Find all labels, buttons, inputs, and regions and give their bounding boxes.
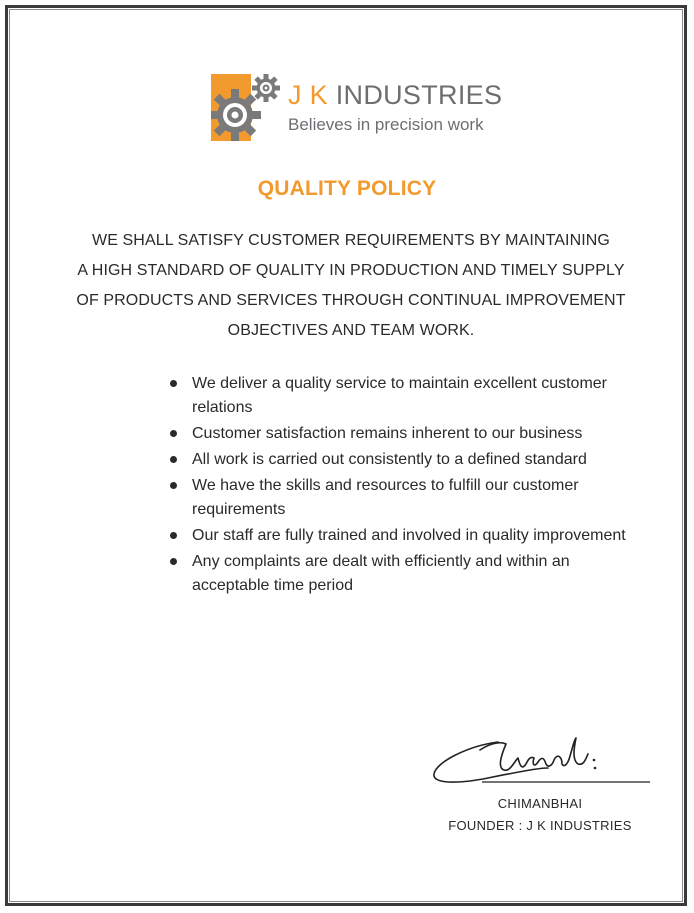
company-name-word: INDUSTRIES [335, 80, 503, 110]
list-item [168, 448, 648, 472]
list-item [168, 422, 648, 446]
list-item-text: We have the skills and resources to fulfill our customer requirements [192, 477, 579, 518]
signatory-title: FOUNDER : J K INDUSTRIES [448, 818, 632, 833]
statement-line: OBJECTIVES AND TEAM WORK. [227, 322, 475, 339]
list-item-text: We deliver a quality service to maintain excellent customer relations [192, 375, 607, 416]
company-tagline: Believes in precision work [288, 115, 484, 134]
list-item-text: Our staff are fully trained and involved in quality improvement [192, 527, 626, 544]
statement-line: WE SHALL SATISFY CUSTOMER REQUIREMENTS BY MAINTAINING [92, 232, 610, 249]
list-item-text: Any complaints are dealt with efficiently and within an acceptable time period [192, 553, 570, 594]
bullet-icon [170, 482, 177, 489]
bullet-icon [170, 380, 177, 387]
list-item [168, 372, 648, 420]
policy-points-list [168, 372, 648, 600]
list-item-text: Customer satisfaction remains inherent to our business [192, 425, 583, 442]
bullet-icon [170, 558, 177, 565]
founder-signature [428, 728, 653, 788]
company-name-initials: J K [288, 80, 328, 110]
statement-line: A HIGH STANDARD OF QUALITY IN PRODUCTION AND TIMELY SUPPLY [77, 262, 625, 279]
bullet-icon [170, 430, 177, 437]
bullet-icon [170, 532, 177, 539]
signatory-name: CHIMANBHAI [497, 796, 583, 811]
company-name [288, 80, 502, 111]
page-title: QUALITY POLICY [257, 177, 437, 200]
list-item [168, 474, 648, 522]
statement-line: OF PRODUCTS AND SERVICES THROUGH CONTINUAL IMPROVEMENT [76, 292, 626, 309]
list-item [168, 524, 648, 548]
company-logo [211, 74, 531, 146]
gears-icon [211, 74, 281, 144]
list-item [168, 550, 648, 598]
policy-statement [66, 226, 636, 346]
bullet-icon [170, 456, 177, 463]
list-item-text: All work is carried out consistently to a defined standard [192, 451, 587, 468]
